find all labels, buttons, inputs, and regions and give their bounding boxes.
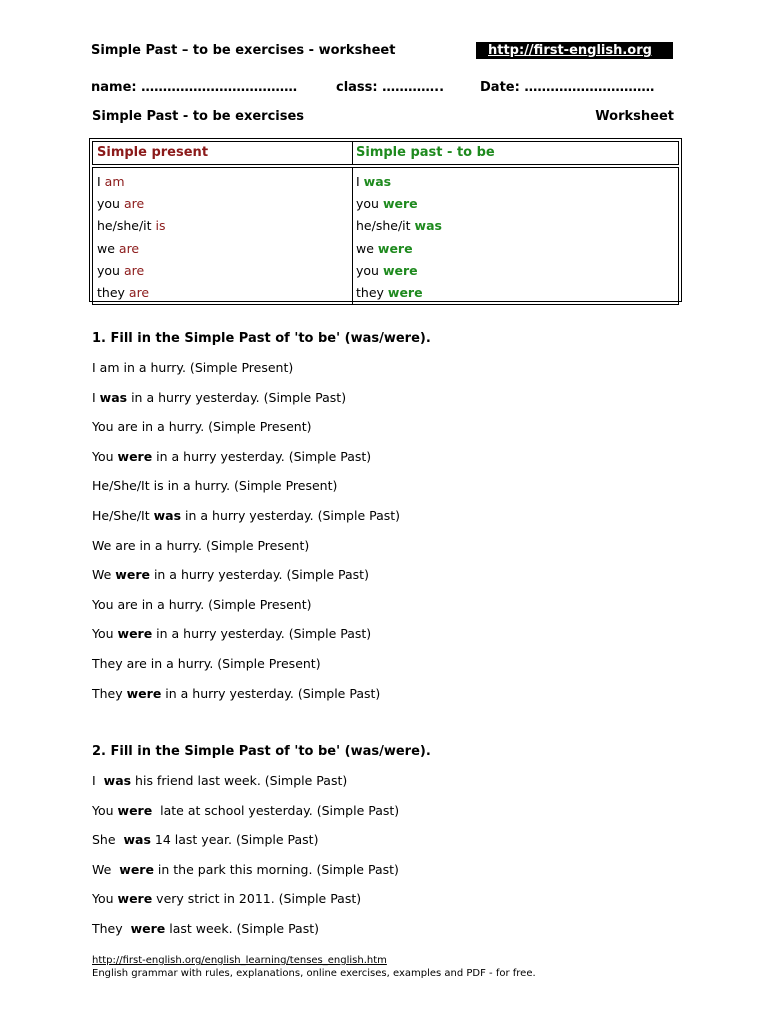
exercise-1-line bbox=[92, 597, 311, 612]
exercise-2-line bbox=[92, 832, 318, 847]
verb-form: are bbox=[128, 284, 150, 300]
answer-word: were bbox=[119, 861, 154, 877]
pronoun: they bbox=[97, 284, 125, 300]
line-text: You are in a hurry. (Simple Present) bbox=[92, 596, 312, 612]
answer-word: were bbox=[117, 626, 153, 642]
pronoun: he/she/it bbox=[356, 218, 411, 234]
pronoun: I bbox=[97, 174, 101, 189]
line-text: in a hurry yesterday. (Simple Past) bbox=[161, 685, 381, 701]
exercise-2-title: 2. Fill in the Simple Past of 'to be' (was/were). bbox=[92, 744, 431, 759]
line-text: in a hurry yesterday. (Simple Past) bbox=[152, 448, 372, 464]
simple-present-header: Simple present bbox=[93, 142, 353, 164]
table-header bbox=[92, 141, 679, 165]
exercise-2-line bbox=[92, 773, 347, 788]
line-text: We are in a hurry. (Simple Present) bbox=[92, 537, 310, 553]
pronoun: you bbox=[356, 196, 379, 212]
verb-form: was bbox=[414, 218, 442, 234]
student-fields bbox=[91, 80, 681, 98]
present-row bbox=[97, 193, 352, 215]
exercise-2-line bbox=[92, 862, 399, 877]
line-text: I bbox=[92, 389, 100, 405]
conjugation-table bbox=[89, 138, 682, 302]
line-text: You bbox=[92, 802, 118, 818]
answer-word: was bbox=[123, 832, 151, 848]
table-body bbox=[92, 167, 679, 305]
present-row bbox=[97, 260, 352, 282]
exercise-1-line bbox=[92, 360, 293, 375]
line-text: in a hurry yesterday. (Simple Past) bbox=[152, 626, 372, 642]
line-text: We bbox=[92, 567, 116, 583]
line-text: 14 last year. (Simple Past) bbox=[150, 832, 319, 848]
footer-link[interactable]: http://first-english.org/english_learning/tenses_english.htm bbox=[92, 955, 387, 966]
line-text: You bbox=[92, 626, 118, 642]
answer-word: were bbox=[117, 448, 153, 464]
exercise-1-line bbox=[92, 449, 371, 464]
line-text: in a hurry yesterday. (Simple Past) bbox=[149, 567, 369, 583]
simple-past-column bbox=[353, 168, 678, 304]
verb-form: were bbox=[382, 196, 418, 212]
verb-form: was bbox=[363, 174, 392, 189]
line-text: They bbox=[92, 921, 131, 936]
exercise-1-line bbox=[92, 686, 380, 701]
pronoun: we bbox=[356, 240, 374, 256]
line-text: He/She/It bbox=[92, 508, 154, 523]
present-row bbox=[97, 238, 352, 260]
worksheet-label: Worksheet bbox=[595, 109, 674, 124]
date-field: Date: ………………………… bbox=[480, 80, 655, 95]
line-text: You bbox=[92, 448, 118, 464]
pronoun: they bbox=[356, 284, 384, 300]
exercise-2-line bbox=[92, 921, 319, 936]
past-row bbox=[356, 260, 678, 282]
verb-form: am bbox=[104, 174, 125, 189]
exercise-1-line bbox=[92, 656, 321, 671]
verb-form: are bbox=[123, 262, 145, 278]
line-text: He/She/It is in a hurry. (Simple Present) bbox=[92, 478, 338, 494]
exercise-1-line bbox=[92, 390, 346, 405]
line-text: We bbox=[92, 861, 120, 877]
verb-form: were bbox=[382, 262, 418, 278]
answer-word: was bbox=[99, 389, 128, 405]
line-text: You are in a hurry. (Simple Present) bbox=[92, 419, 312, 435]
pronoun: he/she/it bbox=[97, 218, 152, 234]
line-text: I bbox=[92, 773, 104, 788]
exercise-1-line bbox=[92, 419, 311, 434]
pronoun: you bbox=[97, 196, 120, 212]
answer-word: was bbox=[103, 773, 132, 788]
line-text: his friend last week. (Simple Past) bbox=[131, 773, 348, 788]
exercise-2-line bbox=[92, 803, 399, 818]
line-text: very strict in 2011. (Simple Past) bbox=[152, 891, 362, 907]
line-text: I am in a hurry. (Simple Present) bbox=[92, 360, 294, 375]
past-row bbox=[356, 171, 678, 193]
line-text: last week. (Simple Past) bbox=[165, 921, 320, 936]
pronoun: we bbox=[97, 240, 115, 256]
line-text: in a hurry yesterday. (Simple Past) bbox=[127, 389, 347, 405]
simple-past-header: Simple past - to be bbox=[356, 145, 495, 160]
verb-form: are bbox=[118, 240, 140, 256]
verb-form: were bbox=[387, 284, 423, 300]
line-text: She bbox=[92, 832, 124, 848]
verb-form: were bbox=[377, 240, 413, 256]
present-row bbox=[97, 171, 352, 193]
answer-word: were bbox=[117, 891, 153, 907]
line-text: in a hurry yesterday. (Simple Past) bbox=[181, 508, 401, 523]
line-text: You bbox=[92, 891, 118, 907]
pronoun: you bbox=[356, 262, 379, 278]
pronoun: I bbox=[356, 174, 360, 189]
verb-form: are bbox=[123, 196, 145, 212]
past-row bbox=[356, 193, 678, 215]
past-row bbox=[356, 282, 678, 304]
simple-present-column bbox=[93, 168, 353, 304]
answer-word: were bbox=[115, 567, 150, 583]
answer-word: was bbox=[153, 508, 182, 523]
past-row bbox=[356, 238, 678, 260]
name-field: name: ……………………………… bbox=[91, 80, 298, 95]
exercise-1-line bbox=[92, 567, 369, 582]
exercise-1-title: 1. Fill in the Simple Past of 'to be' (was/were). bbox=[92, 331, 431, 346]
exercise-1-line bbox=[92, 478, 337, 493]
answer-word: were bbox=[130, 921, 166, 936]
answer-word: were bbox=[117, 802, 153, 818]
exercise-1-line bbox=[92, 508, 400, 523]
class-field: class: ………….. bbox=[336, 80, 445, 95]
line-text: late at school yesterday. (Simple Past) bbox=[152, 802, 400, 818]
answer-word: were bbox=[126, 685, 162, 701]
exercise-1-line bbox=[92, 538, 309, 553]
line-text: in the park this morning. (Simple Past) bbox=[153, 861, 399, 877]
footer-description: English grammar with rules, explanations, online exercises, examples and PDF - for free. bbox=[92, 968, 536, 979]
site-link[interactable]: http://first-english.org bbox=[476, 42, 673, 59]
verb-form: is bbox=[155, 218, 166, 234]
past-row bbox=[356, 215, 678, 237]
present-row bbox=[97, 282, 352, 304]
line-text: They are in a hurry. (Simple Present) bbox=[92, 656, 321, 671]
line-text: They bbox=[92, 685, 127, 701]
section-heading: Simple Past - to be exercises bbox=[92, 109, 305, 124]
exercise-1-line bbox=[92, 626, 371, 641]
exercise-2-line bbox=[92, 891, 361, 906]
pronoun: you bbox=[97, 262, 120, 278]
present-row bbox=[97, 215, 352, 237]
worksheet-title: Simple Past – to be exercises - worksheet bbox=[91, 43, 396, 58]
